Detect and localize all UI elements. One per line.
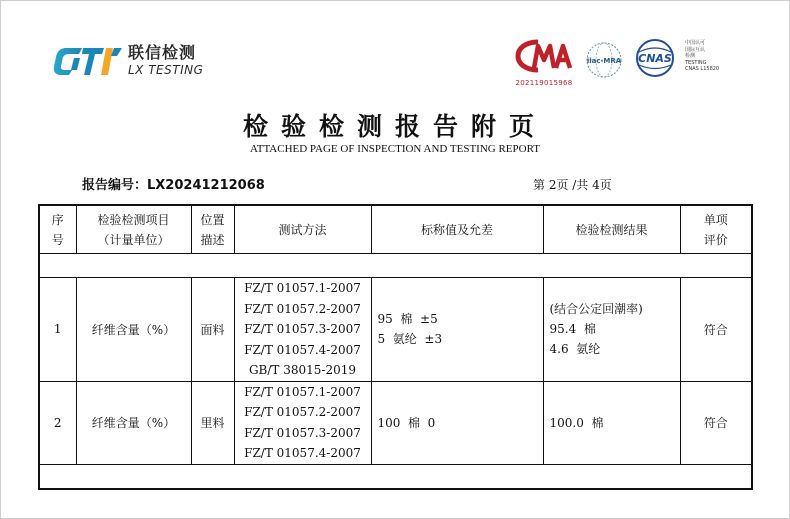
method-line: FZ/T 01057.4-2007	[244, 446, 361, 460]
result-line: 4.6 氨纶	[549, 342, 601, 357]
cnas-side-line: 中国认可	[685, 40, 706, 46]
method-line: FZ/T 01057.1-2007	[244, 281, 361, 295]
result-line: (结合公定回潮率)	[549, 302, 643, 317]
header-seq-line: 号	[51, 232, 64, 247]
logo-cn-text: 联信检测	[128, 42, 197, 62]
nominal-line: 100 棉 0	[377, 415, 436, 430]
method-line: FZ/T 01057.2-2007	[244, 405, 361, 419]
spacer-cell	[39, 464, 752, 489]
report-number: 报告编号：LX20241212068	[82, 178, 265, 193]
cell-evaluation: 符合	[680, 381, 752, 464]
ilac-label: ilac-MRA	[586, 57, 622, 65]
header-nominal: 标称值及允差	[371, 205, 543, 254]
cnas-side-line: 检测	[685, 53, 696, 59]
cma-code: 202119015968	[515, 79, 573, 87]
cell-item: 纤维含量（%）	[76, 381, 191, 464]
cell-seq: 2	[39, 381, 76, 464]
method-line: FZ/T 01057.3-2007	[244, 322, 361, 336]
header-seq-line: 序	[51, 212, 64, 227]
cnas-logo-icon	[630, 38, 680, 78]
method-line: FZ/T 01057.1-2007	[244, 384, 361, 399]
table-row	[39, 278, 752, 382]
method-line: FZ/T 01057.3-2007	[244, 425, 361, 440]
cell-position: 里料	[191, 381, 234, 464]
header-position-line: 描述	[200, 232, 225, 247]
cell-item: 纤维含量（%）	[76, 278, 191, 382]
header-method: 测试方法	[234, 205, 371, 254]
results-table	[38, 204, 753, 490]
table-header-row	[39, 205, 752, 254]
cell-methods	[234, 381, 371, 464]
header-evaluation	[680, 205, 752, 254]
table-row	[39, 381, 752, 464]
spacer-cell	[39, 254, 752, 278]
cnas-label: CNAS	[638, 52, 672, 65]
table-spacer-row	[39, 254, 752, 278]
method-line: GB/T 38015-2019	[248, 363, 357, 377]
header-evaluation-line: 评价	[703, 232, 728, 247]
cnas-side-line: TESTING	[685, 59, 707, 66]
cnas-mark	[630, 38, 680, 82]
logo-en-text: LX TESTING	[128, 62, 204, 77]
method-line: FZ/T 01057.2-2007	[244, 301, 361, 316]
cma-mark	[508, 38, 580, 87]
header-item-line: （计量单位）	[97, 232, 170, 247]
method-line: FZ/T 01057.4-2007	[244, 342, 361, 357]
page-title-cn: 检验检测报告附页	[242, 112, 547, 141]
table-spacer-row	[39, 464, 752, 489]
header-position-line: 位置	[200, 212, 225, 227]
cma-logo-icon	[508, 38, 580, 74]
result-line: 100.0 棉	[549, 415, 604, 430]
nominal-line: 95 棉 ±5	[377, 312, 438, 327]
company-logo	[52, 42, 203, 78]
header-evaluation-line: 单项	[703, 212, 728, 227]
header-item-line: 检验检测项目	[97, 212, 170, 227]
header-seq	[39, 205, 76, 254]
cnas-side-text	[685, 40, 719, 73]
header-position	[191, 205, 234, 254]
cnas-side-line: 国际互认	[685, 46, 706, 53]
header-item	[76, 205, 191, 254]
cell-nominal	[371, 381, 543, 464]
cell-result	[543, 278, 680, 382]
nominal-line: 5 氨纶 ±3	[377, 332, 443, 347]
cell-evaluation: 符合	[680, 278, 752, 382]
page-title-en: ATTACHED PAGE OF INSPECTION AND TESTING REPORT	[250, 143, 540, 155]
ilac-mark	[584, 40, 624, 84]
lx-logo-icon	[52, 44, 124, 76]
cell-nominal	[371, 278, 543, 382]
header-result: 检验检测结果	[543, 205, 680, 254]
cell-position: 面料	[191, 278, 234, 382]
cnas-side-line: CNAS L15820	[685, 66, 720, 72]
result-line: 95.4 棉	[549, 322, 596, 337]
cell-methods	[234, 278, 371, 382]
page-number: 第 2页 /共 4页	[533, 178, 612, 192]
cell-seq: 1	[39, 278, 76, 382]
cell-result	[543, 381, 680, 464]
ilac-globe-icon	[584, 40, 624, 80]
